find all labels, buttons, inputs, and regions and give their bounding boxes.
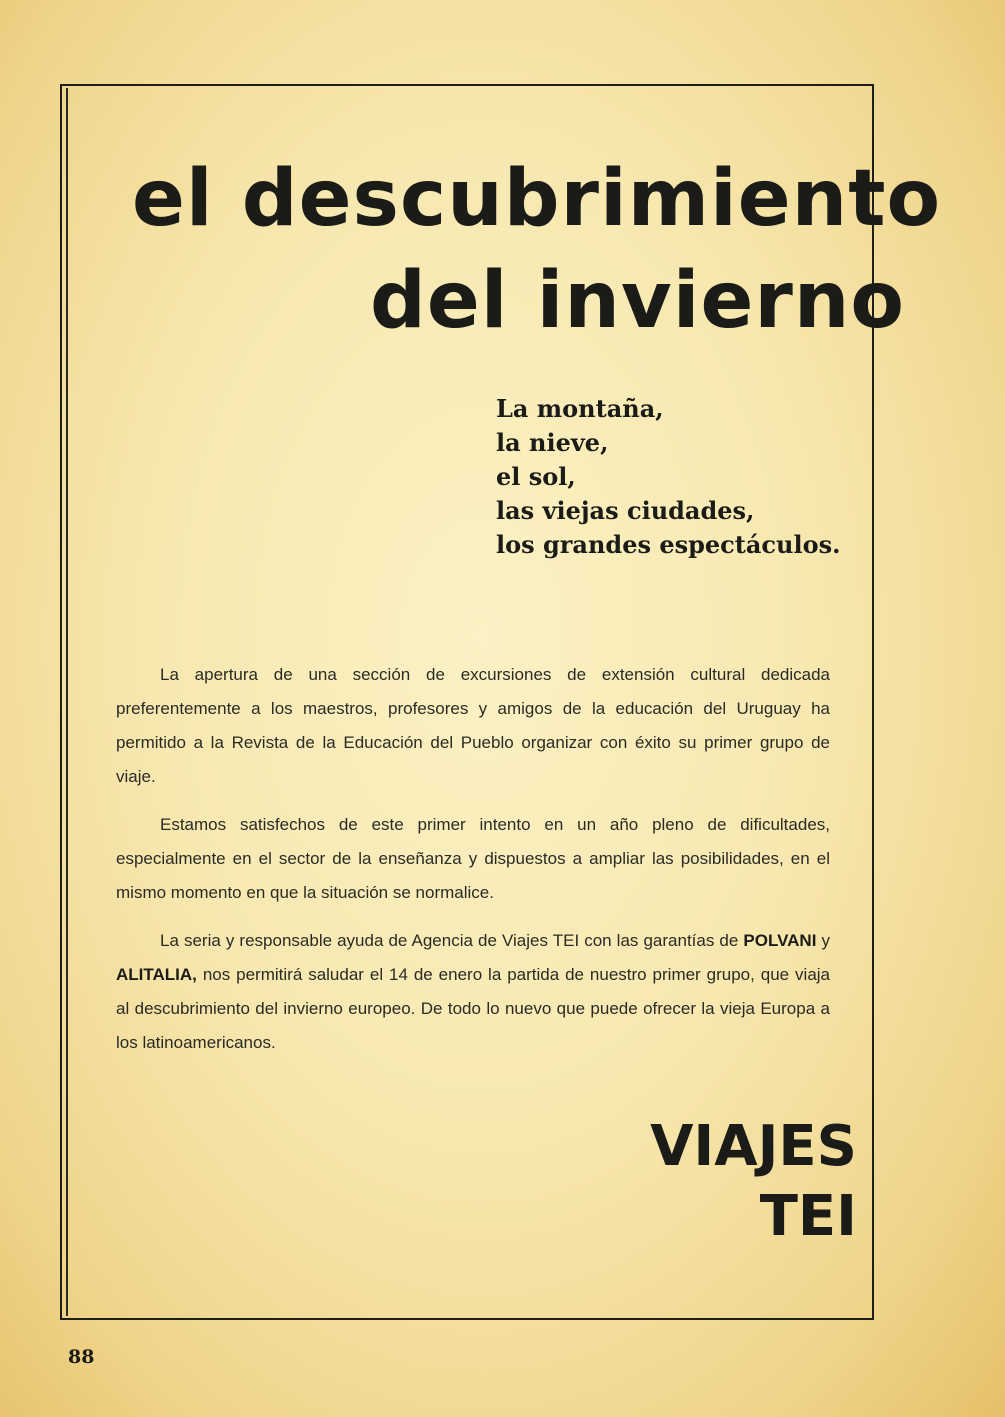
- conjunction: y: [816, 931, 830, 950]
- headline-line-1: el descubrimiento: [132, 154, 942, 244]
- tagline-line: la nieve,: [496, 428, 609, 457]
- brand-alitalia: ALITALIA,: [116, 965, 197, 984]
- body-paragraph-3-start: La seria y responsable ayuda de Agencia de Viajes TEI con las garantías de: [160, 931, 744, 950]
- brand-polvani: POLVANI: [743, 931, 817, 950]
- body-text: [116, 658, 830, 1074]
- body-paragraph-1: La apertura de una sección de excursiones de extensión cultural dedicada preferentemente a los maestros, profesores y amigos de la educación del Uruguay ha permitido a la Revista de la Educación del Pueblo organizar con éxito su primer grupo de viaje.: [116, 665, 830, 786]
- brand-line-2: TEI: [759, 1184, 857, 1249]
- tagline-line: los grandes espectáculos.: [496, 530, 841, 559]
- body-paragraph-3: [116, 924, 830, 1060]
- tagline-block: [496, 392, 840, 562]
- tagline-line: las viejas ciudades,: [496, 496, 755, 525]
- body-paragraph-3-end: nos permitirá saludar el 14 de enero la partida de nuestro primer grupo, que viaja al descubrimiento del invierno europeo. De todo lo nuevo que puede ofrecer la vieja Europa a los latinoamericanos.: [116, 965, 830, 1052]
- page-number: 88: [68, 1346, 95, 1368]
- body-paragraph-2: Estamos satisfechos de este primer intento en un año pleno de dificultades, especialmente en el sector de la enseñanza y dispuestos a ampliar las posibilidades, en el mismo momento en que la situación se normalice.: [116, 815, 830, 902]
- tagline-line: La montaña,: [496, 394, 664, 423]
- brand-line-1: VIAJES: [650, 1114, 857, 1179]
- brand-signature: [650, 1112, 857, 1252]
- frame-inner-rule: [66, 88, 68, 1316]
- tagline-line: el sol,: [496, 462, 576, 491]
- headline-line-2: del invierno: [370, 256, 905, 346]
